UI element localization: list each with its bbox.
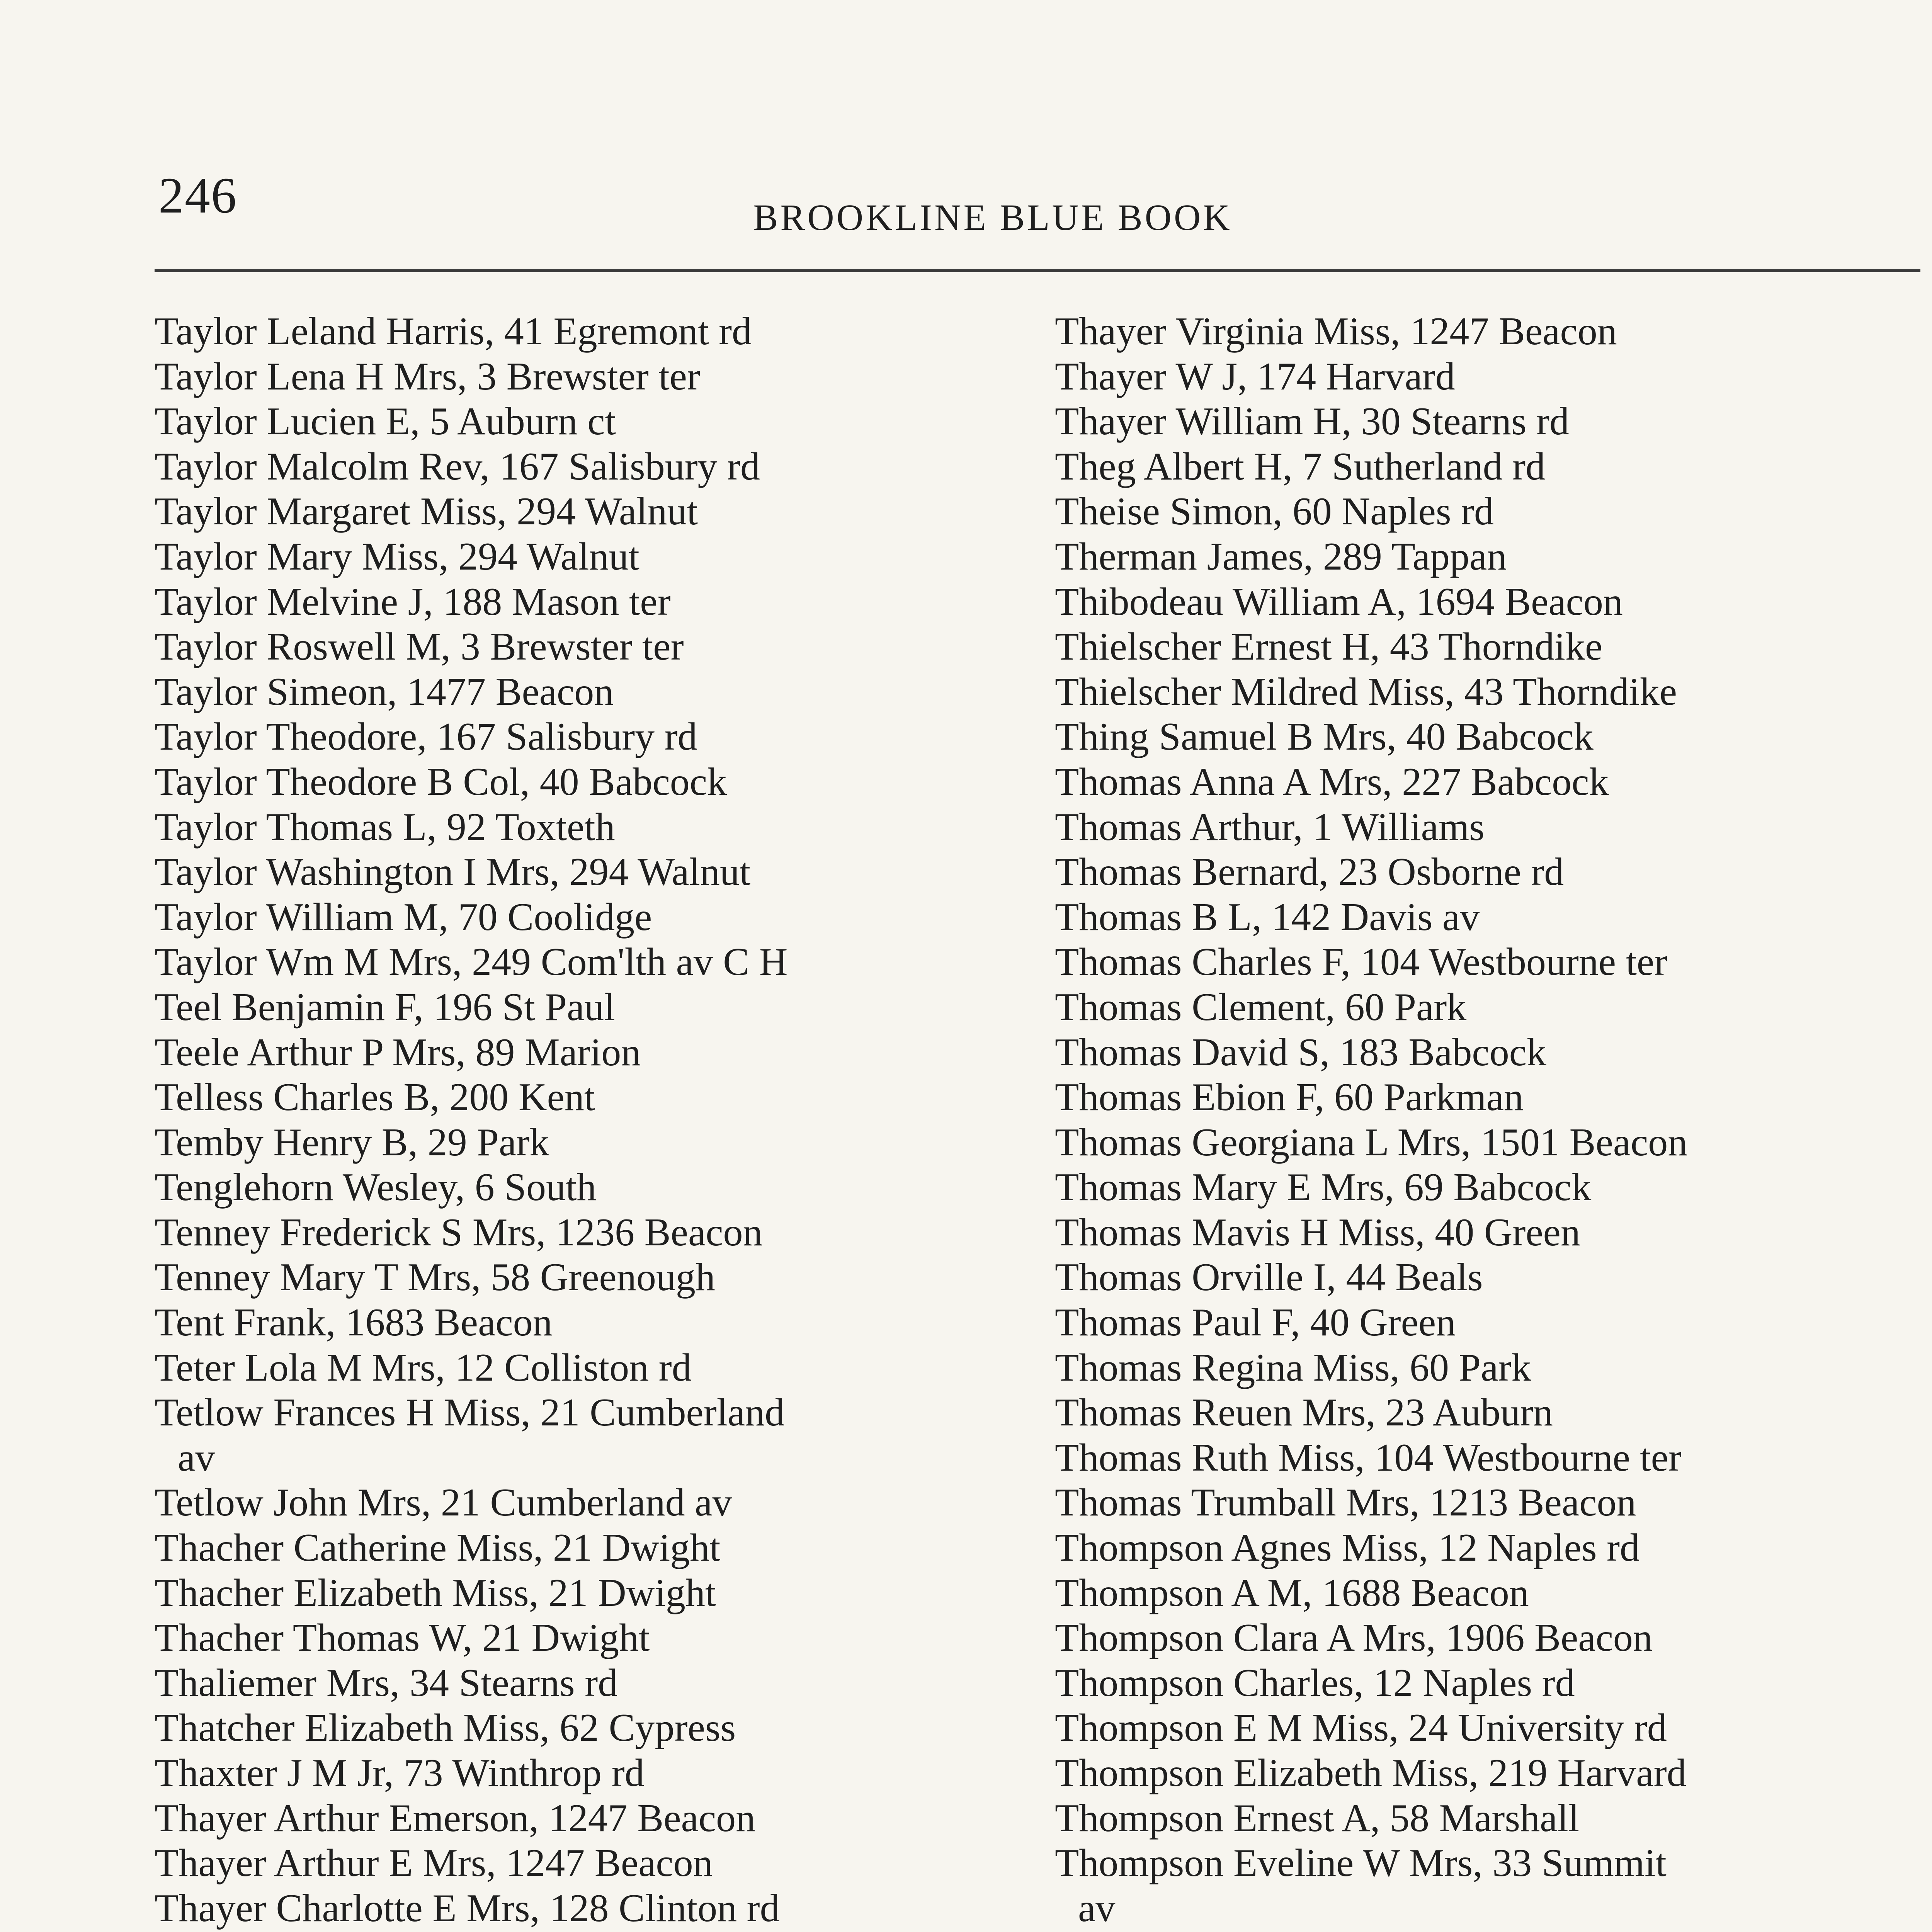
directory-entry [155, 1796, 1024, 1841]
entry-surname: Taylor [155, 400, 257, 444]
entry-continuation: av [178, 1435, 215, 1480]
directory-entry [1055, 1435, 1928, 1481]
entry-details: Elizabeth Miss, 62 Cypress [304, 1706, 736, 1750]
entry-details: James, 289 Tappan [1207, 534, 1507, 578]
directory-entry [155, 1886, 1024, 1931]
entry-surname: Thatcher [155, 1706, 295, 1750]
page-number: 246 [158, 167, 237, 224]
directory-entry [155, 1616, 1024, 1661]
entry-surname: Taylor [155, 625, 257, 669]
entry-surname: Thomas [1055, 1301, 1182, 1345]
directory-entry [155, 580, 1024, 625]
entry-details: Ernest A, 58 Marshall [1233, 1796, 1580, 1840]
entry-surname: Tenney [155, 1210, 270, 1254]
entry-surname: Taylor [155, 534, 257, 578]
entry-details: John Mrs, 21 Cumberland av [273, 1481, 732, 1525]
entry-details: Frances H Miss, 21 Cumberland [273, 1391, 785, 1435]
entry-details: Washington I Mrs, 294 Walnut [266, 850, 751, 894]
entry-details: Thomas L, 92 Toxteth [266, 805, 615, 849]
directory-entry [1055, 670, 1928, 715]
entry-surname: Tenglehorn [155, 1165, 334, 1209]
directory-entry [1055, 1390, 1928, 1435]
directory-entry [1055, 624, 1928, 670]
directory-entry [1055, 1661, 1928, 1706]
entry-details: Clement, 60 Park [1192, 985, 1467, 1029]
entry-details: Regina Miss, 60 Park [1192, 1345, 1531, 1389]
entry-surname: Taylor [155, 310, 257, 353]
entry-details: Theodore B Col, 40 Babcock [266, 760, 727, 804]
directory-entry [155, 354, 1024, 400]
entry-surname: Thompson [1055, 1661, 1224, 1705]
entry-surname: Thompson [1055, 1571, 1224, 1615]
directory-entry [155, 1345, 1024, 1391]
entry-details: E M Miss, 24 University rd [1233, 1706, 1667, 1750]
entry-surname: Thomas [1055, 850, 1182, 894]
entry-surname: Thomas [1055, 1210, 1182, 1254]
entry-surname: Tetlow [155, 1391, 264, 1435]
directory-entry [155, 1841, 1024, 1886]
directory-entry [1055, 534, 1928, 580]
entry-details: Wm M Mrs, 249 Com'lth av C H [266, 940, 788, 984]
directory-entry [1055, 444, 1928, 490]
directory-entry [155, 1751, 1024, 1796]
entry-surname: Thibodeau [1055, 580, 1224, 624]
directory-entry [1055, 940, 1928, 985]
directory-entry [1055, 1526, 1928, 1571]
entry-details: Lena H Mrs, 3 Brewster ter [267, 354, 700, 398]
entry-details: Charles, 12 Naples rd [1233, 1661, 1575, 1705]
entry-surname: Taylor [155, 444, 257, 488]
entry-surname: Thacher [155, 1526, 284, 1570]
entry-details: Elizabeth Miss, 219 Harvard [1233, 1751, 1687, 1795]
entry-surname: Therman [1055, 534, 1197, 578]
directory-entry [155, 489, 1024, 534]
entry-details: Arthur P Mrs, 89 Marion [247, 1030, 641, 1074]
entry-surname: Thielscher [1055, 625, 1221, 669]
directory-entry [155, 1480, 1024, 1526]
directory-entry [155, 895, 1024, 940]
entry-details: Bernard, 23 Osborne rd [1192, 850, 1564, 894]
entry-surname: Thayer [155, 1796, 266, 1840]
entry-surname: Thomas [1055, 1481, 1182, 1525]
entry-details: Mary E Mrs, 69 Babcock [1192, 1165, 1592, 1209]
entry-surname: Thielscher [1055, 670, 1221, 714]
entry-surname: Taylor [155, 670, 257, 714]
directory-entry [1055, 850, 1928, 895]
entry-details: Virginia Miss, 1247 Beacon [1175, 310, 1617, 353]
entry-surname: Thomas [1055, 1435, 1182, 1480]
directory-entry [155, 399, 1024, 444]
entry-details: William A, 1694 Beacon [1232, 580, 1623, 624]
page-header [0, 0, 1932, 278]
directory-entry [1055, 1300, 1928, 1345]
directory-entry [1055, 1706, 1928, 1751]
directory-entry [1055, 1796, 1928, 1841]
entry-details: B L, 142 Davis av [1192, 895, 1480, 939]
entry-surname: Thayer [1055, 310, 1167, 353]
directory-entry [1055, 1075, 1928, 1120]
entry-surname: Thompson [1055, 1751, 1224, 1795]
entry-surname: Thomas [1055, 1075, 1182, 1119]
entry-details: Leland Harris, 41 Egremont rd [267, 310, 752, 353]
entry-details: Wesley, 6 South [342, 1165, 597, 1209]
directory-entry [155, 534, 1024, 580]
entry-surname: Thomas [1055, 1030, 1182, 1074]
directory-entry [1055, 1120, 1928, 1165]
entry-details: Malcolm Rev, 167 Salisbury rd [267, 444, 760, 488]
entry-details: Lucien E, 5 Auburn ct [267, 400, 616, 444]
entry-surname: Thomas [1055, 1165, 1182, 1209]
directory-entry [155, 985, 1024, 1030]
entry-surname: Thayer [1055, 400, 1167, 444]
entry-details: A M, 1688 Beacon [1231, 1571, 1529, 1615]
header-rule [155, 269, 1920, 272]
entry-details: Mrs, 34 Stearns rd [326, 1661, 618, 1705]
entry-surname: Thayer [155, 1841, 266, 1885]
entry-surname: Thomas [1055, 940, 1182, 984]
directory-entry [155, 1210, 1024, 1255]
entry-details: Roswell M, 3 Brewster ter [267, 625, 684, 669]
entry-surname: Tenney [155, 1255, 270, 1299]
entry-surname: Thacher [155, 1571, 284, 1615]
entry-details: Mildred Miss, 43 Thorndike [1231, 670, 1677, 714]
entry-details: Samuel B Mrs, 40 Babcock [1159, 715, 1594, 759]
directory-entry [155, 760, 1024, 805]
entry-details: Henry B, 29 Park [273, 1120, 549, 1164]
entry-details: W J, 174 Harvard [1175, 354, 1455, 398]
directory-entry [1055, 1616, 1928, 1661]
entry-surname: Thomas [1055, 1120, 1182, 1164]
entry-details: Catherine Miss, 21 Dwight [293, 1526, 721, 1570]
entry-surname: Temby [155, 1120, 264, 1164]
directory-entry [1055, 354, 1928, 400]
entry-details: Melvine J, 188 Mason ter [267, 580, 671, 624]
directory-entry [1055, 1030, 1928, 1075]
entry-surname: Taylor [155, 760, 257, 804]
entry-details: Benjamin F, 196 St Paul [231, 985, 615, 1029]
entry-surname: Thompson [1055, 1616, 1224, 1660]
directory-entry [155, 624, 1024, 670]
entry-details: Georgiana L Mrs, 1501 Beacon [1192, 1120, 1688, 1164]
entry-details: J M Jr, 73 Winthrop rd [287, 1751, 645, 1795]
entry-details: William M, 70 Coolidge [266, 895, 652, 939]
entry-details: David S, 183 Babcock [1192, 1030, 1546, 1074]
entry-surname: Teter [155, 1345, 235, 1389]
directory-entry [155, 444, 1024, 490]
directory-entry [155, 1390, 1024, 1480]
directory-entry [1055, 895, 1928, 940]
entry-surname: Thayer [1055, 354, 1167, 398]
entry-surname: Taylor [155, 715, 257, 759]
entry-details: Simon, 60 Naples rd [1170, 490, 1494, 534]
directory-entry [1055, 1480, 1928, 1526]
directory-entry [155, 1030, 1024, 1075]
entry-surname: Thomas [1055, 1345, 1182, 1389]
directory-entry [1055, 1165, 1928, 1210]
entry-details: Paul F, 40 Green [1192, 1301, 1456, 1345]
directory-entry [1055, 1841, 1928, 1931]
entry-surname: Thompson [1055, 1841, 1224, 1885]
entry-surname: Thomas [1055, 985, 1182, 1029]
entry-surname: Taylor [155, 490, 257, 534]
entry-surname: Taylor [155, 805, 257, 849]
entry-surname: Tent [155, 1301, 224, 1345]
entry-details: Frederick S Mrs, 1236 Beacon [280, 1210, 763, 1254]
entry-details: Ebion F, 60 Parkman [1192, 1075, 1524, 1119]
directory-entry [1055, 1255, 1928, 1300]
entry-surname: Taylor [155, 895, 257, 939]
directory-entry [155, 940, 1024, 985]
entry-surname: Thacher [155, 1616, 284, 1660]
directory-entry [1055, 1751, 1928, 1796]
directory-entry [155, 1255, 1024, 1300]
directory-entry [1055, 489, 1928, 534]
entry-details: Trumball Mrs, 1213 Beacon [1191, 1481, 1636, 1525]
entry-surname: Thomas [1055, 1255, 1182, 1299]
entry-continuation: av [1078, 1886, 1116, 1930]
entry-details: Ernest H, 43 Thorndike [1231, 625, 1603, 669]
directory-entry [155, 1571, 1024, 1616]
entry-surname: Thomas [1055, 895, 1182, 939]
entry-surname: Tetlow [155, 1481, 264, 1525]
entry-details: Charlotte E Mrs, 128 Clinton rd [276, 1886, 780, 1930]
entry-surname: Thomas [1055, 1391, 1182, 1435]
directory-entry [1055, 1571, 1928, 1616]
left-column [155, 309, 1024, 1932]
directory-entry [155, 670, 1024, 715]
entry-details: Arthur E Mrs, 1247 Beacon [274, 1841, 713, 1885]
entry-details: Eveline W Mrs, 33 Summit [1233, 1841, 1667, 1885]
entry-surname: Taylor [155, 850, 257, 894]
entry-details: Arthur Emerson, 1247 Beacon [274, 1796, 756, 1840]
entry-details: Margaret Miss, 294 Walnut [267, 490, 698, 534]
entry-details: William H, 30 Stearns rd [1175, 400, 1570, 444]
entry-surname: Taylor [155, 940, 257, 984]
directory-entry [155, 1075, 1024, 1120]
entry-details: Charles B, 200 Kent [273, 1075, 595, 1119]
entry-surname: Taylor [155, 354, 257, 398]
entry-details: Mary Miss, 294 Walnut [267, 534, 639, 578]
entry-details: Anna A Mrs, 227 Babcock [1189, 760, 1609, 804]
entry-surname: Thompson [1055, 1526, 1224, 1570]
entry-surname: Taylor [155, 580, 257, 624]
directory-entry [1055, 1345, 1928, 1391]
entry-surname: Theg [1055, 444, 1136, 488]
entry-surname: Theise [1055, 490, 1160, 534]
entry-details: Mary T Mrs, 58 Greenough [280, 1255, 715, 1299]
entry-details: Orville I, 44 Beals [1192, 1255, 1483, 1299]
directory-entry [155, 1706, 1024, 1751]
directory-entry [155, 1526, 1024, 1571]
directory-entry [1055, 1210, 1928, 1255]
entry-surname: Thomas [1055, 805, 1182, 849]
entry-details: Arthur, 1 Williams [1189, 805, 1485, 849]
entry-details: Mavis H Miss, 40 Green [1192, 1210, 1580, 1254]
entry-surname: Thompson [1055, 1706, 1224, 1750]
entry-details: Clara A Mrs, 1906 Beacon [1233, 1616, 1653, 1660]
entry-details: Thomas W, 21 Dwight [293, 1616, 650, 1660]
entry-details: Simeon, 1477 Beacon [267, 670, 614, 714]
directory-entry [155, 850, 1024, 895]
entry-surname: Teel [155, 985, 222, 1029]
directory-entry [1055, 714, 1928, 760]
entry-details: Ruth Miss, 104 Westbourne ter [1192, 1435, 1682, 1480]
entry-details: Elizabeth Miss, 21 Dwight [293, 1571, 716, 1615]
directory-entry [155, 309, 1024, 354]
entry-details: Charles F, 104 Westbourne ter [1192, 940, 1668, 984]
directory-entry [155, 714, 1024, 760]
entry-surname: Teele [155, 1030, 240, 1074]
directory-entry [1055, 760, 1928, 805]
entry-details: Reuen Mrs, 23 Auburn [1192, 1391, 1553, 1435]
entry-surname: Thayer [155, 1886, 266, 1930]
entry-surname: Thomas [1055, 760, 1182, 804]
entry-surname: Thaxter [155, 1751, 277, 1795]
running-title: BROOKLINE BLUE BOOK [753, 197, 1232, 238]
directory-entry [155, 1300, 1024, 1345]
directory-entry [1055, 309, 1928, 354]
directory-entry [155, 1165, 1024, 1210]
directory-entry [155, 805, 1024, 850]
entry-surname: Thing [1055, 715, 1149, 759]
directory-entry [1055, 580, 1928, 625]
entry-details: Albert H, 7 Sutherland rd [1143, 444, 1546, 488]
right-column [1055, 309, 1928, 1932]
entry-surname: Thompson [1055, 1796, 1224, 1840]
directory-entry [155, 1661, 1024, 1706]
entry-surname: Thaliemer [155, 1661, 317, 1705]
directory-entry [1055, 805, 1928, 850]
entry-details: Agnes Miss, 12 Naples rd [1231, 1526, 1639, 1570]
directory-entry [1055, 399, 1928, 444]
entry-details: Theodore, 167 Salisbury rd [266, 715, 697, 759]
entry-details: Lola M Mrs, 12 Colliston rd [245, 1345, 692, 1389]
entry-details: Frank, 1683 Beacon [234, 1301, 553, 1345]
entry-surname: Telless [155, 1075, 264, 1119]
directory-entry [1055, 985, 1928, 1030]
directory-entry [155, 1120, 1024, 1165]
